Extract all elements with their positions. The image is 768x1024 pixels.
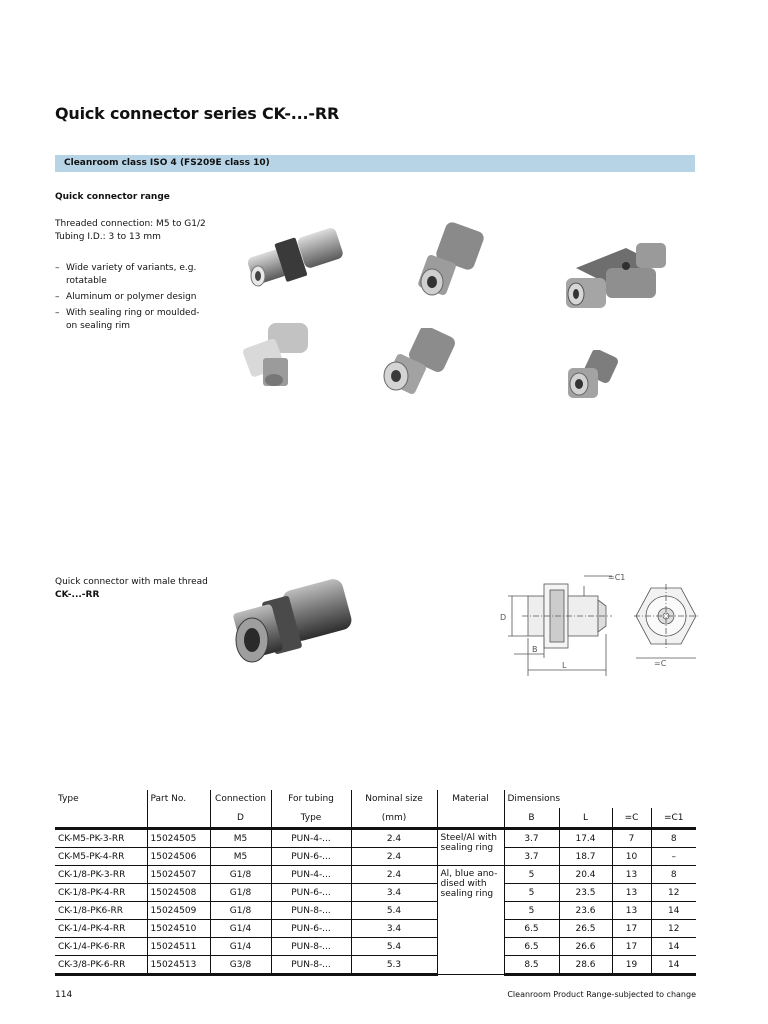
- cell-type: CK-1/8-PK6-RR: [55, 902, 147, 920]
- cell-l: 23.5: [559, 884, 612, 902]
- cell-tubing: PUN-6-...: [271, 920, 351, 938]
- col-material: Material: [437, 790, 504, 808]
- col-type: Type: [58, 794, 79, 804]
- cell-b: 8.5: [504, 956, 559, 975]
- cell-b: 3.7: [504, 829, 559, 848]
- cell-nominal-size: 2.4: [351, 848, 437, 866]
- cell-b: 3.7: [504, 848, 559, 866]
- connector-compact-photo: [562, 350, 622, 402]
- banner-text: Cleanroom class ISO 4 (FS209E class 10): [64, 158, 270, 168]
- dim-l-label: L: [562, 661, 567, 670]
- cell-sw: 10: [612, 848, 651, 866]
- cell-part-no: 15024511: [147, 938, 210, 956]
- cell-sw: 19: [612, 956, 651, 975]
- sub-d: D: [210, 808, 271, 829]
- cell-b: 5: [504, 866, 559, 884]
- table-row: [55, 884, 696, 902]
- cell-connection: M5: [210, 848, 271, 866]
- cell-type: CK-3/8-PK-6-RR: [55, 956, 147, 975]
- cell-nominal-size: 3.4: [351, 884, 437, 902]
- col-nominal-size: Nominal size: [351, 790, 437, 808]
- cell-tubing: PUN-8-...: [271, 938, 351, 956]
- cell-l: 20.4: [559, 866, 612, 884]
- cell-l: 17.4: [559, 829, 612, 848]
- dim-sw-label: =C: [654, 659, 667, 668]
- cell-tubing: PUN-4-...: [271, 829, 351, 848]
- cell-type: CK-1/8-PK-3-RR: [55, 866, 147, 884]
- col-connection: Connection: [210, 790, 271, 808]
- table-subheader-row: [55, 808, 696, 829]
- cell-part-no: 15024510: [147, 920, 210, 938]
- connector-elbow-photo: [238, 318, 318, 388]
- feature-list: [55, 262, 215, 336]
- connector-male-thread-photo: [378, 328, 458, 398]
- cell-connection: G1/8: [210, 902, 271, 920]
- cell-l: 28.6: [559, 956, 612, 975]
- cell-part-no: 15024507: [147, 866, 210, 884]
- cell-material: Al, blue ano-dised with sealing ring: [437, 866, 504, 975]
- cell-sw: 7: [612, 829, 651, 848]
- cell-sw1: 12: [651, 920, 696, 938]
- cell-b: 6.5: [504, 938, 559, 956]
- connector-bulkhead-photo: [240, 222, 355, 297]
- cell-l: 18.7: [559, 848, 612, 866]
- cell-connection: M5: [210, 829, 271, 848]
- feature-item: – With sealing ring or moulded- on sealing rim: [55, 307, 215, 333]
- cell-nominal-size: 5.4: [351, 902, 437, 920]
- col-dimensions: Dimensions: [504, 790, 696, 808]
- cell-connection: G1/8: [210, 884, 271, 902]
- cell-sw: 13: [612, 902, 651, 920]
- cell-nominal-size: 3.4: [351, 920, 437, 938]
- cell-part-no: 15024508: [147, 884, 210, 902]
- spec-table: [55, 790, 696, 976]
- cell-l: 26.6: [559, 938, 612, 956]
- cell-type: CK-M5-PK-3-RR: [55, 829, 147, 848]
- cell-nominal-size: 5.3: [351, 956, 437, 975]
- table-row: [55, 938, 696, 956]
- cell-sw1: 14: [651, 938, 696, 956]
- cell-material: Steel/Al with sealing ring: [437, 829, 504, 866]
- connector-tee-photo: [556, 238, 676, 318]
- cell-tubing: PUN-8-...: [271, 902, 351, 920]
- cell-sw: 17: [612, 920, 651, 938]
- col-for-tubing: For tubing: [271, 790, 351, 808]
- page-title: Quick connector series CK-...-RR: [55, 104, 340, 123]
- sub-type: Type: [271, 808, 351, 829]
- table-row: [55, 866, 696, 884]
- table-row: [55, 956, 696, 975]
- range-heading: Quick connector range: [55, 192, 170, 202]
- cell-sw1: 8: [651, 829, 696, 848]
- dim-sw1-label: =C1: [608, 573, 626, 582]
- table-header-row: [55, 790, 696, 808]
- cell-part-no: 15024506: [147, 848, 210, 866]
- cell-sw1: –: [651, 848, 696, 866]
- cell-part-no: 15024509: [147, 902, 210, 920]
- cell-nominal-size: 2.4: [351, 829, 437, 848]
- spec-tubing: Tubing I.D.: 3 to 13 mm: [55, 232, 161, 242]
- cell-tubing: PUN-6-...: [271, 884, 351, 902]
- cell-b: 6.5: [504, 920, 559, 938]
- cell-connection: G1/4: [210, 938, 271, 956]
- col-part-no: Part No.: [147, 790, 210, 808]
- feature-item: – Aluminum or polymer design: [55, 291, 215, 304]
- cell-l: 23.6: [559, 902, 612, 920]
- connector-straight-photo: [410, 222, 490, 300]
- cell-part-no: 15024505: [147, 829, 210, 848]
- table-row: [55, 902, 696, 920]
- cell-sw: 13: [612, 866, 651, 884]
- cell-sw: 13: [612, 884, 651, 902]
- cell-tubing: PUN-6-...: [271, 848, 351, 866]
- footer-note: Cleanroom Product Range-subjected to change: [507, 990, 696, 999]
- table-row: [55, 848, 696, 866]
- cell-part-no: 15024513: [147, 956, 210, 975]
- dimension-drawing: [494, 566, 704, 682]
- cell-type: CK-M5-PK-4-RR: [55, 848, 147, 866]
- male-connector-photo: [224, 578, 354, 668]
- cell-sw1: 14: [651, 902, 696, 920]
- cleanroom-class-banner: [55, 155, 695, 172]
- male-connector-type: CK-...-RR: [55, 590, 100, 600]
- dim-b-label: B: [532, 645, 538, 654]
- cell-tubing: PUN-4-...: [271, 866, 351, 884]
- cell-sw1: 8: [651, 866, 696, 884]
- cell-l: 26.5: [559, 920, 612, 938]
- table-row: [55, 920, 696, 938]
- cell-connection: G1/4: [210, 920, 271, 938]
- sub-b: B: [504, 808, 559, 829]
- cell-sw1: 12: [651, 884, 696, 902]
- cell-tubing: PUN-8-...: [271, 956, 351, 975]
- spec-thread: Threaded connection: M5 to G1/2: [55, 219, 206, 229]
- cell-sw1: 14: [651, 956, 696, 975]
- cell-nominal-size: 2.4: [351, 866, 437, 884]
- male-connector-label: Quick connector with male thread: [55, 577, 208, 587]
- feature-item: – Wide variety of variants, e.g. rotatable: [55, 262, 215, 288]
- sub-mm: (mm): [351, 808, 437, 829]
- cell-connection: G3/8: [210, 956, 271, 975]
- page-number: 114: [55, 990, 73, 1000]
- range-specs: [55, 218, 206, 244]
- cell-sw: 17: [612, 938, 651, 956]
- cell-connection: G1/8: [210, 866, 271, 884]
- sub-l: L: [559, 808, 612, 829]
- cell-type: CK-1/8-PK-4-RR: [55, 884, 147, 902]
- cell-b: 5: [504, 884, 559, 902]
- sub-sw: =C: [612, 808, 651, 829]
- dim-d-label: D: [500, 613, 507, 622]
- cell-nominal-size: 5.4: [351, 938, 437, 956]
- cell-type: CK-1/4-PK-6-RR: [55, 938, 147, 956]
- sub-sw1: =C1: [651, 808, 696, 829]
- cell-type: CK-1/4-PK-4-RR: [55, 920, 147, 938]
- table-row: [55, 829, 696, 848]
- cell-b: 5: [504, 902, 559, 920]
